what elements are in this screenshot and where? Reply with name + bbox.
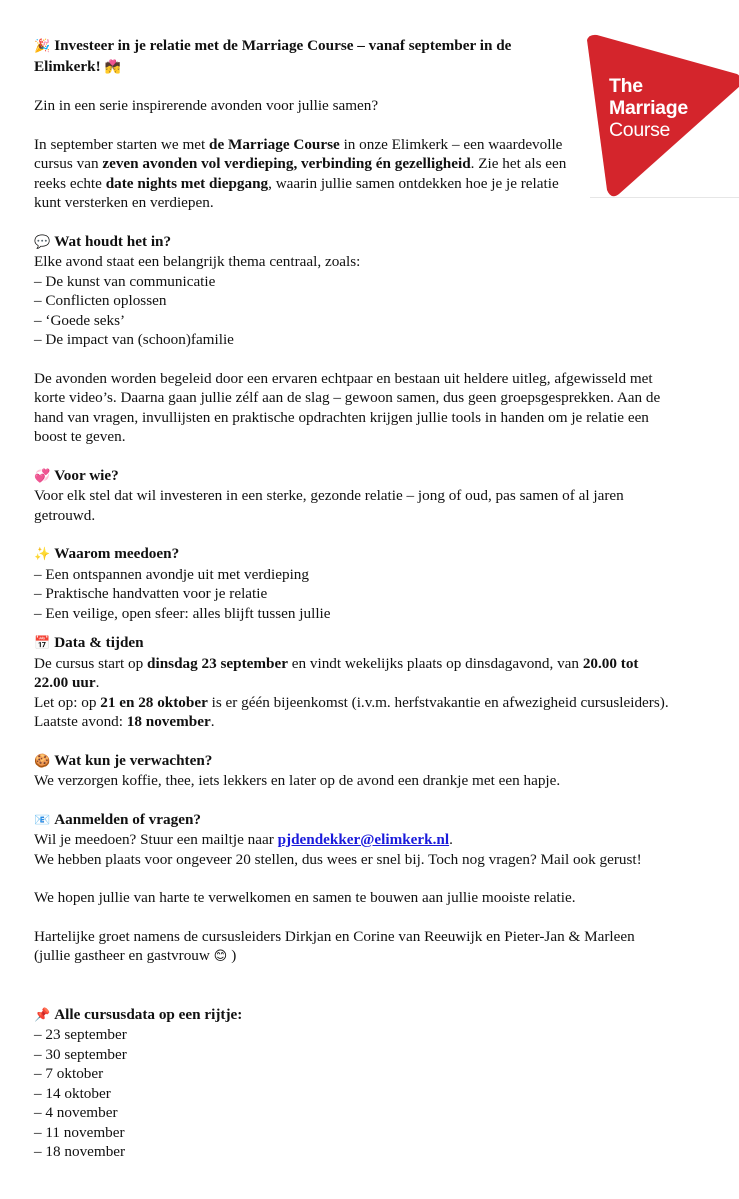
list-item: – 11 november [34, 1123, 125, 1141]
logo-text-line-1: The [609, 75, 643, 97]
wie-text: Voor elk stel dat wil investeren in een sterke, gezonde relatie – jong of oud, pas samen of al jaren getrouwd. [34, 487, 624, 524]
aanmelden-text: Wil je meedoen? Stuur een mailtje naar [34, 831, 278, 848]
heading-text: Wat houdt het in? [54, 232, 172, 250]
intro-bold-2: zeven avonden vol verdieping, verbinding én gezelligheid [102, 155, 471, 172]
data-text: . [210, 713, 215, 730]
inhoud-paragraph: De avonden worden begeleid door een ervaren echtpaar en bestaan uit heldere uitleg, afgewisseld met korte video’s. Daarna gaan jullie zélf aan de slag – gewoon samen, dus geen groepsgesprekken. Aan de hand van vragen, invullijsten en praktische opdrachten krijgen jullie tools in handen om je relatie een boost te geven. [34, 369, 661, 445]
intro-question: Zin in een serie inspirerende avonden voor jullie samen? [34, 97, 379, 114]
heading-text: Wat kun je verwachten? [54, 751, 213, 769]
section-heading-rijtje [34, 1005, 669, 1026]
couple-kiss-icon: 💏 [104, 59, 121, 75]
email-link[interactable]: pjdendekker@elimkerk.nl [277, 831, 450, 848]
aanmelden-paragraph-2: We hebben plaats voor ongeveer 20 stellen, dus wees er snel bij. Toch nog vragen? Mail ook gerust! [34, 850, 642, 868]
intro-text-3: . Zie het als een reeks echte [34, 155, 567, 192]
title-text: Investeer in je relatie met de Marriage Course – vanaf september in de Elimkerk! [34, 37, 512, 75]
data-text: De cursus start op [34, 654, 148, 672]
section-heading-wie [34, 466, 669, 487]
hearts-icon: 💞 [34, 468, 51, 484]
closing-paragraph-1: We hopen jullie van harte te verwelkomen en samen te bouwen aan jullie mooiste relatie. [34, 889, 576, 906]
data-text: is er géén bijeenkomst (i.v.m. herfstvakantie en afwezigheid cursusleiders). Laatste avond: [34, 693, 669, 730]
list-item: – Praktische handvatten voor je relatie [34, 585, 268, 602]
section-heading-aanmelden [34, 810, 669, 831]
logo-text-line-2: Marriage [609, 97, 688, 119]
section-heading-verwachten [34, 751, 669, 772]
list-item: – ‘Goede seks’ [34, 311, 126, 329]
heading-text: Alle cursusdata op een rijtje: [54, 1005, 243, 1023]
heading-text: Waarom meedoen? [54, 545, 180, 562]
closing-paragraph-2 [34, 927, 669, 967]
list-item: – Een veilige, open sfeer: alles blijft tussen jullie [34, 604, 331, 622]
heading-text: Voor wie? [54, 466, 119, 484]
speech-bubble-icon: 💬 [34, 234, 51, 250]
list-item: – De impact van (schoon)familie [34, 331, 234, 348]
list-item: – 23 september [34, 1026, 127, 1043]
inhoud-lead: Elke avond staat een belangrijk thema centraal, zoals: [34, 253, 361, 270]
intro-bold-1: de Marriage Course [209, 135, 340, 153]
heading-text: Aanmelden of vragen? [54, 810, 201, 828]
intro-bold-3: date nights met diepgang [105, 174, 269, 192]
intro-text-2: in onze Elimkerk – een waardevolle cursus van [34, 135, 563, 172]
data-bold: dinsdag 23 september [147, 654, 288, 672]
list-item: – 18 november [34, 1143, 126, 1160]
list-item: – 14 oktober [34, 1084, 111, 1102]
closing-text-end: ) [231, 947, 237, 964]
section-heading-waarom [34, 544, 669, 565]
intro-text-4: , waarin jullie samen ontdekken hoe je je relatie kunt versterken en verdiepen. [34, 174, 559, 211]
intro-text-1: In september starten we met [34, 135, 210, 153]
sparkles-icon: ✨ [34, 547, 51, 562]
intro-paragraph [34, 135, 582, 213]
data-paragraph-2 [34, 693, 669, 732]
data-bold: 20.00 tot 22.00 uur [34, 654, 639, 691]
pushpin-icon: 📌 [34, 1007, 51, 1023]
heading-text: Data & tijden [54, 634, 144, 651]
aanmelden-text: . [449, 831, 453, 848]
logo-text-line-3: Course [609, 119, 671, 141]
closing-text: Hartelijke groet namens de cursusleiders Dirkjan en Corine van Reeuwijk en Pieter-Jan & Marleen (jullie gastheer en gastvrouw [34, 927, 635, 964]
section-heading-inhoud [34, 232, 669, 253]
list-item: – Conflicten oplossen [34, 292, 167, 309]
data-paragraph-1 [34, 654, 669, 693]
data-text: Let op: op [34, 693, 101, 711]
data-text: en vindt wekelijks plaats op dinsdagavond, van [287, 654, 583, 672]
email-icon: 📧 [34, 812, 51, 828]
list-item: – 4 november [34, 1104, 118, 1121]
aanmelden-paragraph-1 [34, 830, 669, 850]
list-item: – 30 september [34, 1045, 127, 1063]
page-title [34, 36, 574, 77]
list-item: – De kunst van communicatie [34, 272, 216, 290]
smile-icon: 😊 [213, 949, 228, 964]
data-text: . [95, 674, 100, 691]
party-icon: 🎉 [34, 39, 51, 54]
cookie-icon: 🍪 [34, 753, 51, 769]
data-bold: 18 november [126, 713, 211, 730]
list-item: – 7 oktober [34, 1065, 104, 1082]
section-heading-data [34, 633, 669, 654]
list-item: – Een ontspannen avondje uit met verdieping [34, 565, 309, 583]
calendar-icon: 📅 [34, 636, 51, 651]
verwachten-text: We verzorgen koffie, thee, iets lekkers en later op de avond een drankje met een hapje. [34, 772, 561, 789]
data-bold: 21 en 28 oktober [100, 693, 208, 711]
article [34, 36, 669, 1162]
